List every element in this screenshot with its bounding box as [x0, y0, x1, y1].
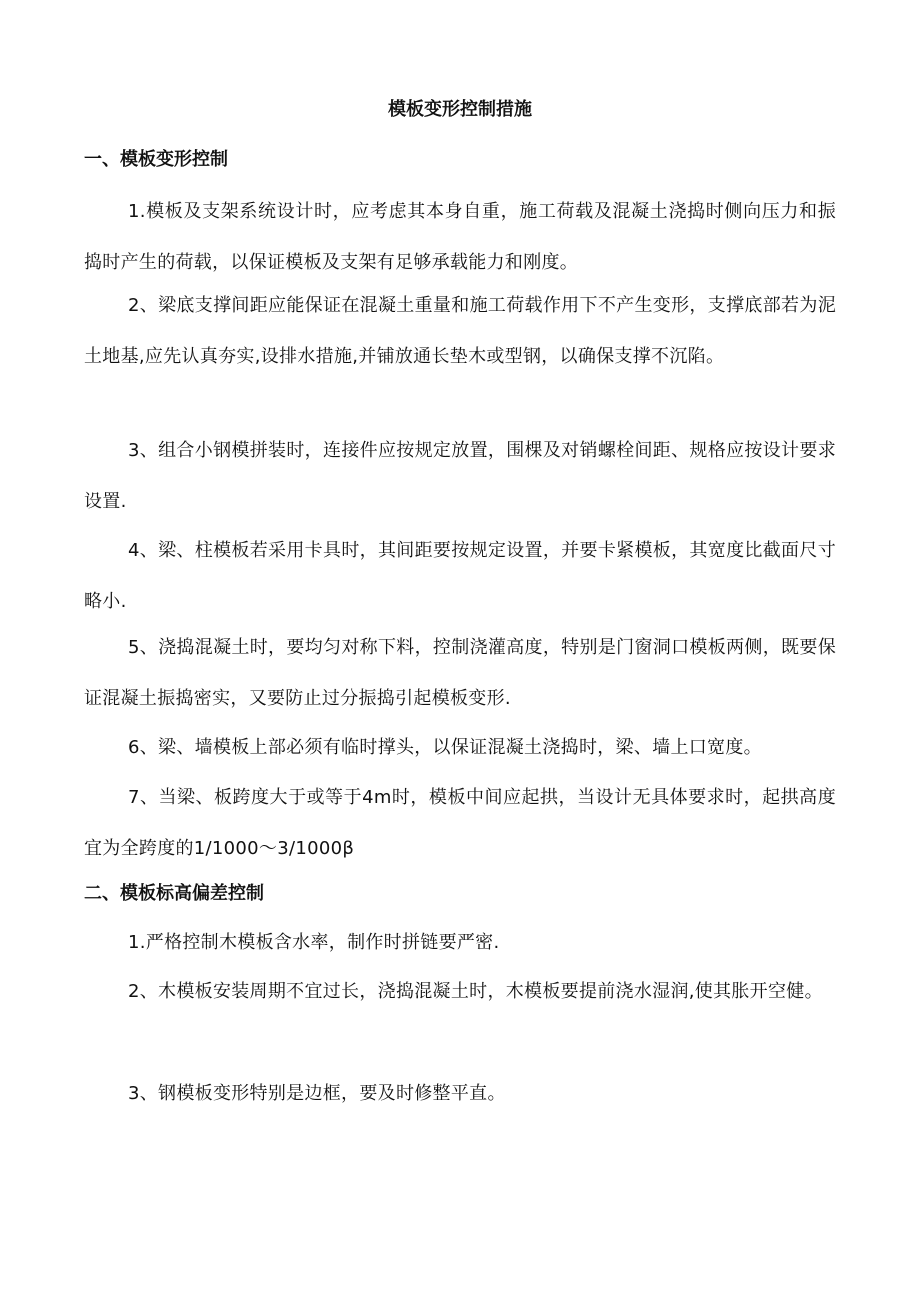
paragraph: 5、浇捣混凝土时，要均匀对称下料，控制浇灌高度，特别是门窗洞口模板两侧，既要保证混凝土振捣密实，又要防止过分振捣引起模板变形.: [84, 637, 836, 709]
paragraph: 6、梁、墙模板上部必须有临时撑头，以保证混凝土浇捣时，梁、墙上口宽度。: [128, 737, 762, 758]
paragraph: 1.严格控制木模板含水率，制作时拼链要严密.: [128, 932, 500, 953]
paragraph: 4、梁、柱模板若采用卡具时，其间距要按规定设置，并要卡紧模板，其宽度比截面尺寸略小.: [84, 540, 836, 612]
paragraph: 3、组合小钢模拼装时，连接件应按规定放置，围棵及对销螺栓间距、规格应按设计要求设置.: [84, 440, 836, 512]
paragraph: 2、梁底支撑间距应能保证在混凝土重量和施工荷载作用下不产生变形，支撑底部若为泥土地基,应先认真夯实,设排水措施,并铺放通长垫木或型钢，以确保支撑不沉陷。: [84, 295, 836, 367]
paragraph: 2、木模板安装周期不宜过长，浇捣混凝土时，木模板要提前浇水湿润,使其胀开空健。: [128, 981, 823, 1002]
section-heading-elevation: 二、模板标高偏差控制: [84, 883, 264, 904]
section-heading-deformation: 一、模板变形控制: [84, 149, 228, 170]
paragraph: 7、当梁、板跨度大于或等于4m时，模板中间应起拱，当设计无具体要求时，起拱高度宜为全跨度的1/1000～3/1000β: [84, 787, 836, 859]
paragraph: 3、钢模板变形特别是边框，要及时修整平直。: [128, 1083, 506, 1104]
paragraph: 1.模板及支架系统设计时，应考虑其本身自重，施工荷载及混凝土浇捣时侧向压力和振捣时产生的荷载，以保证模板及支架有足够承载能力和刚度。: [84, 201, 836, 273]
document-title: 模板变形控制措施: [388, 99, 532, 120]
